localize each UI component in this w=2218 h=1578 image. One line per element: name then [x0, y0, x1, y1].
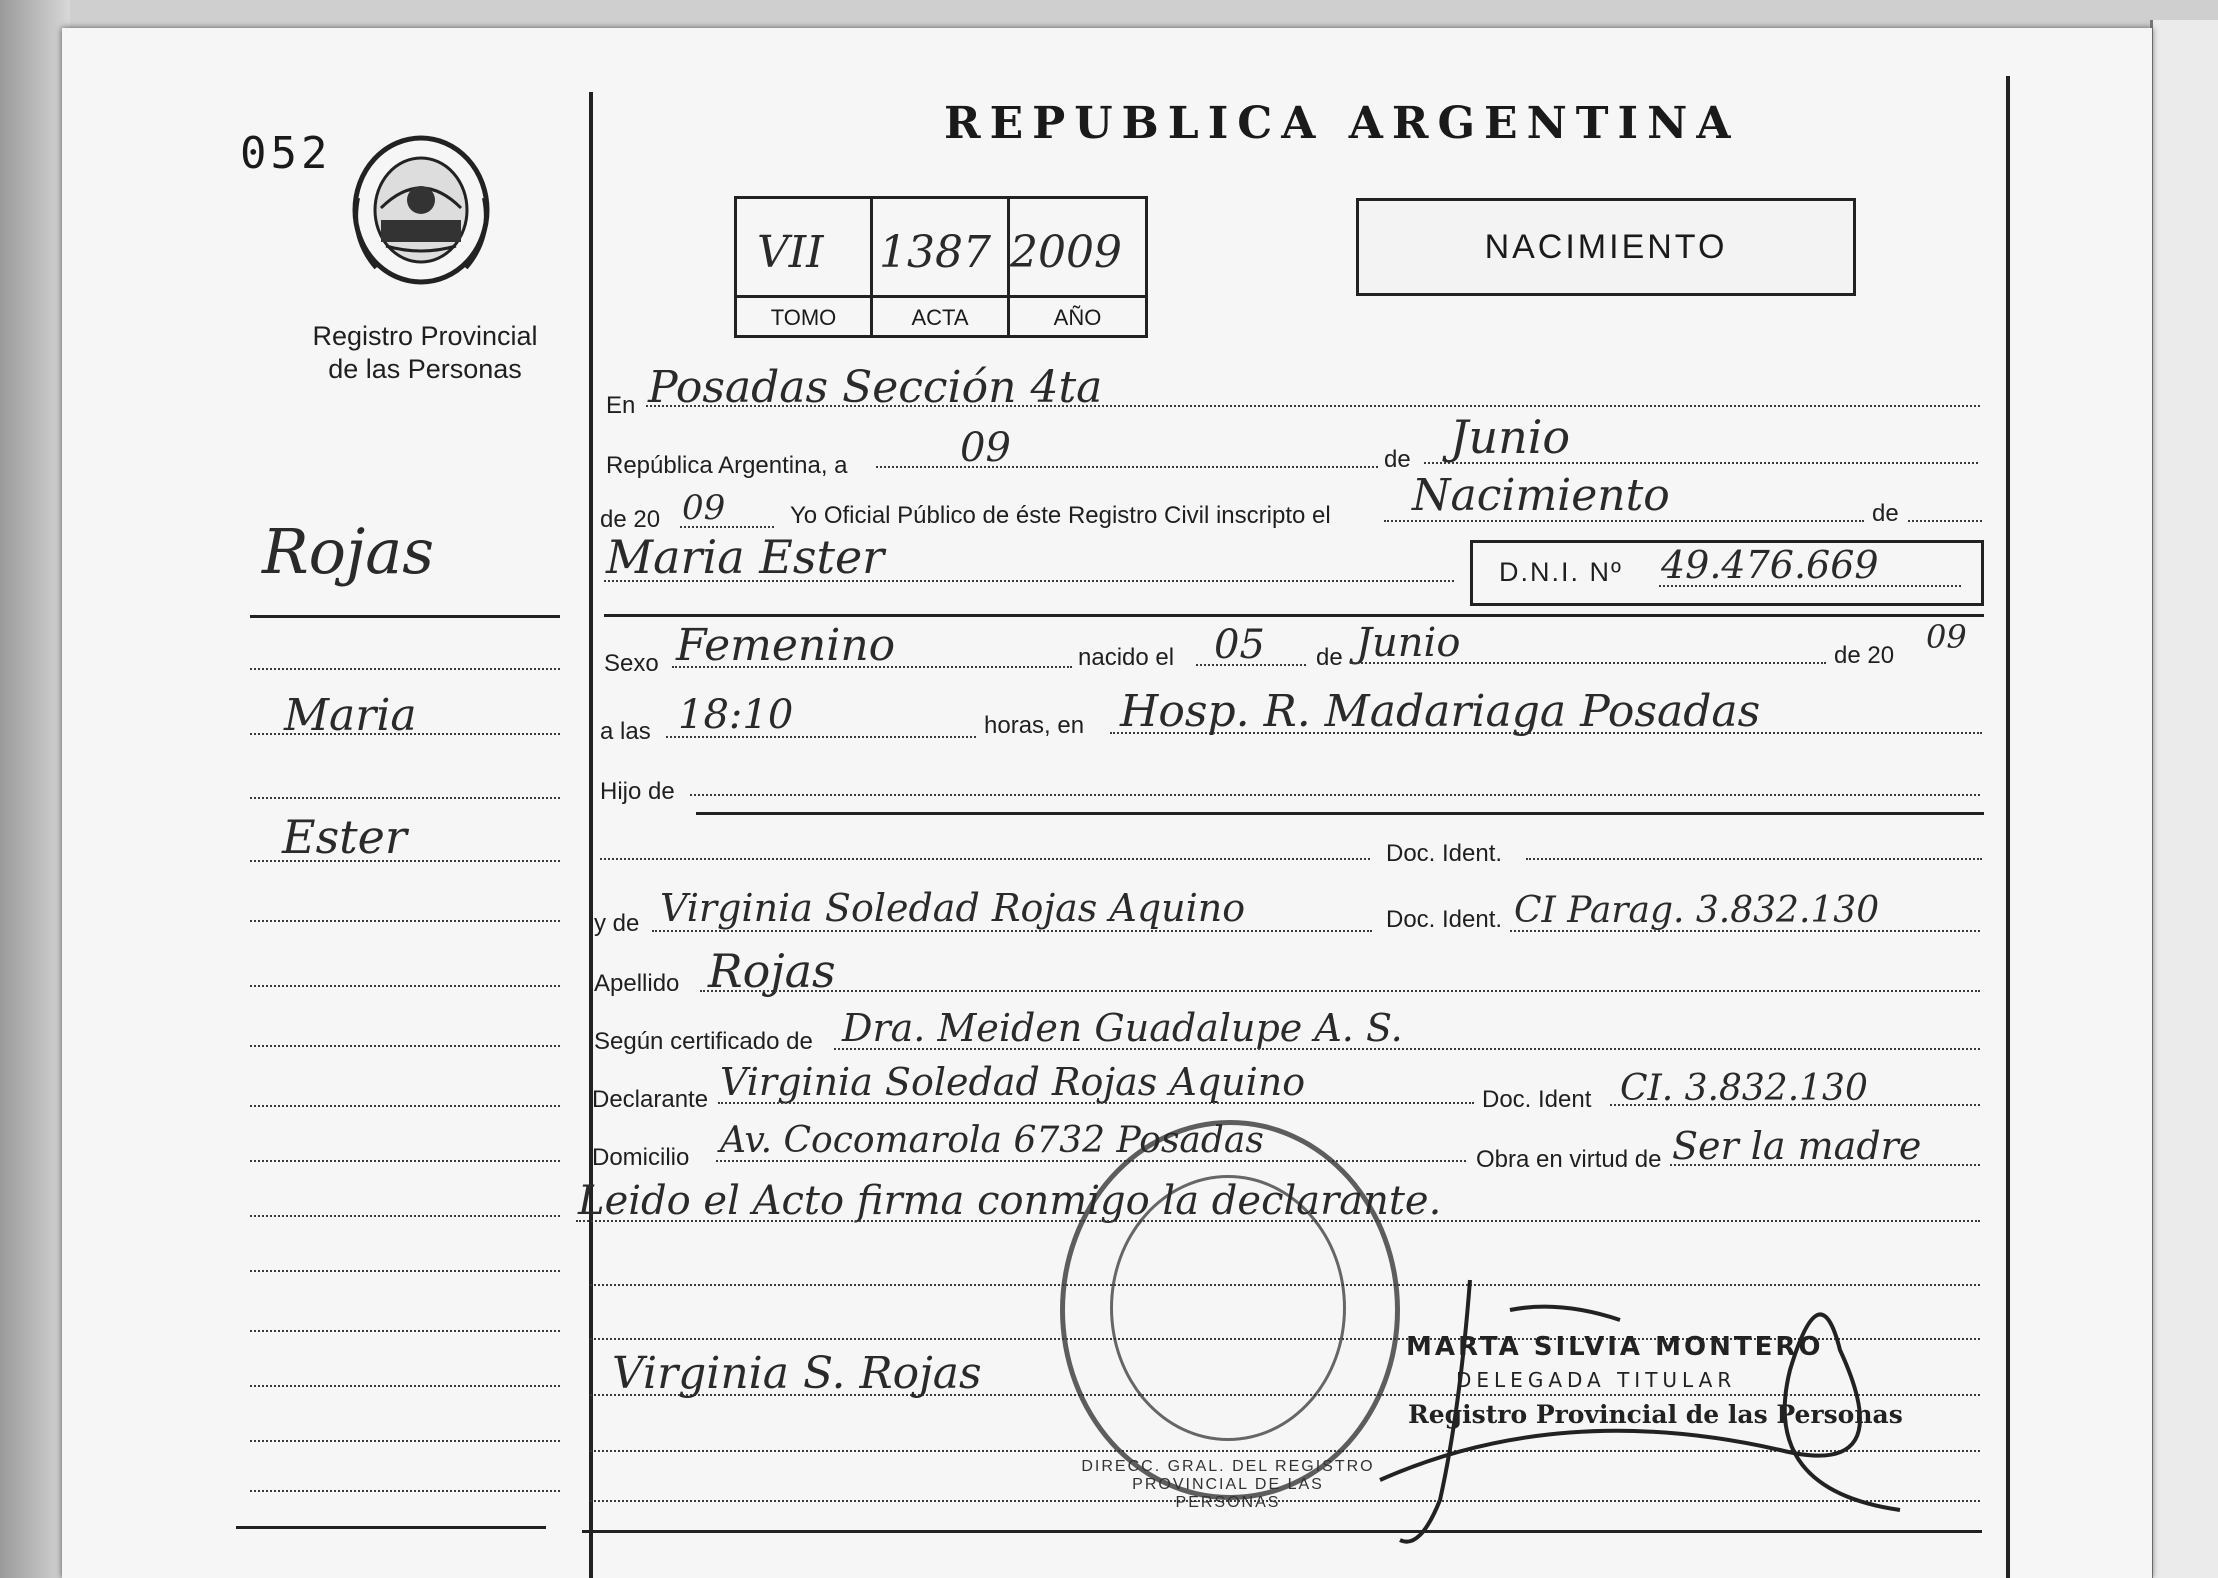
margin-name1: Maria — [284, 690, 417, 741]
act-number-box — [734, 196, 1148, 338]
domicilio-value: Av. Cocomarola 6732 Posadas — [720, 1120, 1264, 1161]
apellido-value: Rojas — [708, 944, 836, 998]
margin-line — [250, 733, 560, 735]
domicilio-label: Domicilio — [592, 1144, 690, 1171]
acta-value: 1387 — [879, 227, 991, 278]
de20-label-2: de 20 — [1834, 642, 1895, 669]
yde-label: y de — [594, 910, 640, 937]
form-line — [1196, 664, 1306, 666]
left-column-divider — [589, 92, 593, 1578]
margin-line — [236, 1526, 546, 1529]
margin-name2: Ester — [282, 810, 407, 864]
certificado-value: Dra. Meiden Guadalupe A. S. — [842, 1006, 1403, 1050]
form-line — [1110, 732, 1982, 734]
registry-line1: Registro Provincial — [312, 321, 538, 351]
margin-surname: Rojas — [262, 515, 435, 588]
background-left — [0, 0, 70, 1578]
margin-line — [250, 1490, 560, 1492]
official-round-stamp-inner — [1110, 1175, 1346, 1441]
margin-line — [250, 668, 560, 670]
country-title: REPUBLICA ARGENTINA — [944, 98, 1740, 149]
form-line — [1908, 520, 1982, 522]
form-line — [680, 526, 774, 528]
oficial-label: Yo Oficial Público de éste Registro Civil inscripto el — [790, 502, 1331, 529]
tomo-cell — [737, 199, 873, 335]
en-label: En — [606, 392, 636, 419]
doc-ident-label: Doc. Ident. — [1386, 840, 1503, 867]
nacido-label: nacido el — [1078, 644, 1175, 671]
sexo-value: Femenino — [676, 620, 896, 671]
margin-line — [250, 797, 560, 799]
acta-cell — [873, 199, 1010, 335]
tomo-label: TOMO — [737, 295, 870, 338]
apellido-label: Apellido — [594, 970, 680, 997]
registry-name — [300, 320, 550, 386]
nacido-dia-value: 05 — [1214, 622, 1265, 668]
anio-cell — [1010, 199, 1145, 335]
inscripto-value: Nacimiento — [1412, 470, 1670, 521]
anio-registro-value: 09 — [682, 488, 726, 528]
form-line — [1670, 1164, 1980, 1166]
sexo-label: Sexo — [604, 650, 659, 677]
form-line — [1350, 662, 1826, 664]
form-line — [672, 666, 1072, 668]
form-line — [646, 405, 1980, 407]
obra-value: Ser la madre — [1672, 1124, 1922, 1168]
form-line — [718, 1102, 1474, 1104]
horas-en-label: horas, en — [984, 712, 1085, 739]
doc-ident-label-2: Doc. Ident. — [1386, 906, 1503, 933]
margin-line — [250, 1045, 560, 1047]
form-line — [604, 580, 1454, 582]
margin-line — [250, 1330, 560, 1332]
form-line — [700, 990, 1980, 992]
hora-value: 18:10 — [678, 692, 794, 738]
record-type-box: NACIMIENTO — [1356, 198, 1856, 296]
form-line — [690, 794, 1980, 796]
declarante-label: Declarante — [592, 1086, 709, 1113]
hijo-label: Hijo de — [600, 778, 675, 805]
official-office: Registro Provincial de las Personas — [1408, 1400, 1903, 1429]
form-line — [1526, 858, 1982, 860]
official-name: MARTA SILVIA MONTERO — [1406, 1332, 1824, 1362]
margin-line — [250, 860, 560, 862]
margin-line — [250, 1440, 560, 1442]
tomo-value: VII — [757, 227, 824, 278]
nacido-anio-value: 09 — [1926, 618, 1967, 656]
en-value: Posadas Sección 4ta — [648, 362, 1103, 413]
margin-line — [250, 920, 560, 922]
de-label-3: de — [1316, 644, 1343, 671]
madre-doc-value: CI Parag. 3.832.130 — [1514, 890, 1880, 931]
dia-value: 09 — [960, 425, 1011, 471]
republica-label: República Argentina, a — [606, 452, 848, 479]
margin-line — [250, 615, 560, 618]
anio-label: AÑO — [1010, 295, 1145, 338]
form-line — [1510, 930, 1980, 932]
obra-label: Obra en virtud de — [1476, 1146, 1662, 1173]
margin-line — [250, 1160, 560, 1162]
registry-line2: de las Personas — [328, 354, 522, 384]
declarante-value: Virginia Soledad Rojas Aquino — [720, 1060, 1306, 1104]
nacido-mes-value: Junio — [1356, 620, 1461, 666]
alas-label: a las — [600, 718, 651, 745]
provincia-misiones-seal-icon — [346, 128, 496, 293]
leido-value: Leido el Acto firma conmigo la declarante. — [578, 1178, 1442, 1224]
stamp-text: DIRECC. GRAL. DEL REGISTRO PROVINCIAL DE LAS PERSONAS — [1081, 1458, 1375, 1511]
dni-label: D.N.I. Nº — [1499, 557, 1623, 587]
certificado-label: Según certificado de — [594, 1028, 813, 1055]
form-rule — [696, 812, 1984, 815]
madre-value: Virginia Soledad Rojas Aquino — [660, 886, 1246, 930]
form-line — [1610, 1104, 1980, 1106]
section-rule — [604, 614, 1984, 617]
margin-line — [250, 985, 560, 987]
de-label-2: de — [1872, 500, 1899, 527]
dni-value: 49.476.669 — [1661, 543, 1879, 587]
declarante-doc-value: CI. 3.832.130 — [1620, 1068, 1868, 1109]
margin-line — [250, 1385, 560, 1387]
official-title: DELEGADA TITULAR — [1456, 1368, 1737, 1392]
folio-number: 052 — [240, 128, 332, 179]
margin-line — [250, 1105, 560, 1107]
form-line — [716, 1160, 1466, 1162]
mes-value: Junio — [1450, 410, 1571, 464]
doc-ident-label-3: Doc. Ident — [1482, 1086, 1592, 1113]
form-line — [876, 466, 1378, 468]
form-line — [834, 1048, 1980, 1050]
anio-value: 2009 — [1010, 227, 1122, 278]
margin-line — [250, 1215, 560, 1217]
form-line — [666, 736, 976, 738]
dni-box — [1470, 540, 1984, 606]
nombre-value: Maria Ester — [606, 530, 885, 584]
de-label: de — [1384, 446, 1411, 473]
declarant-signature: Virginia S. Rojas — [612, 1348, 982, 1399]
dni-line — [1659, 585, 1961, 587]
lugar-value: Hosp. R. Madariaga Posadas — [1120, 686, 1761, 737]
right-border — [2006, 76, 2010, 1578]
de20-label: de 20 — [600, 506, 661, 533]
acta-label: ACTA — [873, 295, 1007, 338]
margin-line — [250, 1270, 560, 1272]
form-line — [652, 930, 1372, 932]
background-next-page — [2150, 20, 2218, 1578]
form-line — [600, 858, 1370, 860]
